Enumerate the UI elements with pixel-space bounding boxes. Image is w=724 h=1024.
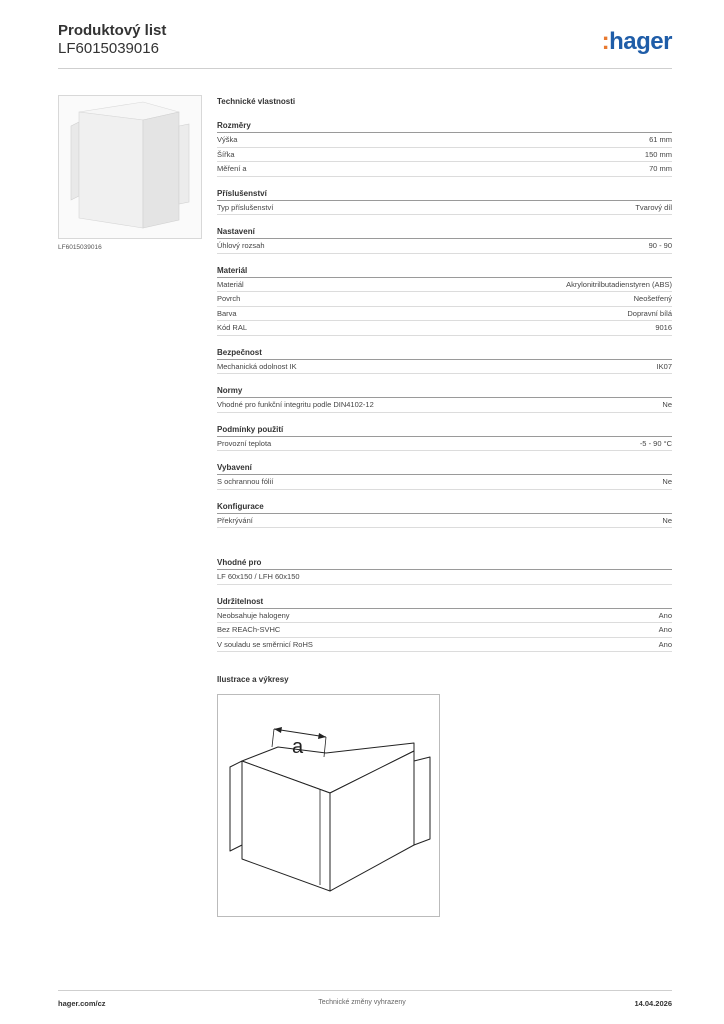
spec-row (217, 148, 672, 163)
spec-group-heading: Vybavení (217, 461, 672, 475)
spec-label: Typ příslušenství (217, 202, 274, 212)
spec-value: 90 - 90 (648, 241, 672, 250)
hager-logo[interactable] (602, 28, 672, 56)
spec-row (217, 609, 672, 624)
spec-group-vybaveni (217, 461, 672, 490)
spec-value: IK07 (656, 361, 672, 371)
spec-label: V souladu se směrnicí RoHS (217, 639, 313, 649)
spec-row (217, 162, 672, 177)
product-code: LF6015039016 (58, 40, 159, 57)
spec-label: LF 60x150 / LFH 60x150 (217, 572, 300, 581)
spec-group-udrzitelnost (217, 595, 672, 653)
technical-specifications (217, 95, 672, 662)
dimension-a-label: a (292, 736, 304, 758)
illustrations-title: Ilustrace a výkresy (217, 675, 289, 684)
spec-value: Dopravní bílá (627, 308, 672, 318)
document-title: Produktový list (58, 22, 167, 39)
spec-label: Úhlový rozsah (217, 241, 265, 250)
product-photo-graphic (59, 96, 201, 238)
header-divider (58, 68, 672, 69)
spec-row (217, 398, 672, 413)
spec-value: Akrylonitrilbutadienstyren (ABS) (566, 279, 672, 289)
logo-accent-mark: : (601, 28, 610, 55)
spec-row (217, 360, 672, 375)
page-header (58, 22, 672, 70)
product-image (58, 95, 202, 239)
spec-row (217, 475, 672, 490)
spec-row (217, 623, 672, 638)
spec-row (217, 570, 672, 585)
spec-group-vhodne-pro (217, 556, 672, 585)
spec-group-heading: Podmínky použití (217, 423, 672, 437)
product-image-caption: LF6015039016 (58, 244, 102, 251)
spec-group-rozmery (217, 119, 672, 177)
spec-row (217, 514, 672, 529)
spec-row (217, 201, 672, 216)
corner-drawing-graphic (218, 695, 439, 916)
spec-row (217, 278, 672, 293)
spec-group-konfigurace (217, 500, 672, 529)
section-spacer (217, 538, 672, 556)
spec-group-heading: Udržitelnost (217, 595, 672, 609)
spec-group-podminky-pouziti (217, 423, 672, 452)
spec-label: Materiál (217, 279, 244, 289)
spec-group-heading: Příslušenství (217, 187, 672, 201)
spec-group-bezpecnost (217, 346, 672, 375)
spec-label: Kód RAL (217, 323, 248, 332)
spec-row (217, 437, 672, 452)
spec-group-heading: Nastavení (217, 225, 672, 239)
spec-value: Ne (662, 515, 672, 525)
technical-drawing (217, 694, 440, 917)
footer-website-link[interactable]: hager.com/cz (58, 999, 106, 1008)
spec-group-nastaveni (217, 225, 672, 254)
logo-text: hager (609, 28, 672, 55)
footer-note: Technické změny vyhrazeny (318, 999, 406, 1006)
spec-label: Výška (217, 135, 238, 144)
spec-value: 150 mm (644, 149, 672, 159)
spec-row (217, 133, 672, 148)
spec-label: Mechanická odolnost IK (217, 361, 297, 371)
spec-group-heading: Normy (217, 384, 672, 398)
spec-group-heading: Materiál (217, 264, 672, 278)
spec-label: S ochrannou fólií (217, 477, 274, 486)
spec-label: Překrývání (217, 515, 253, 525)
spec-group-prislusenstvi (217, 187, 672, 216)
spec-value: Ano (658, 639, 672, 649)
spec-group-heading: Rozměry (217, 119, 672, 133)
spec-label: Šířka (217, 149, 235, 159)
spec-value: Ne (662, 400, 672, 409)
spec-row (217, 239, 672, 254)
spec-value: Neošetřený (633, 294, 672, 303)
spec-value: Ano (658, 625, 672, 634)
specs-title: Technické vlastnosti (217, 97, 296, 106)
spec-group-heading: Vhodné pro (217, 556, 672, 570)
spec-label: Barva (217, 308, 237, 318)
spec-label: Vhodné pro funkční integritu podle DIN4102-12 (217, 400, 374, 409)
spec-group-normy (217, 384, 672, 413)
spec-value: Ano (658, 610, 672, 620)
spec-label: Neobsahuje halogeny (217, 610, 290, 620)
spec-row (217, 292, 672, 307)
spec-row (217, 638, 672, 653)
spec-label: Bez REACh-SVHC (217, 625, 281, 634)
spec-value: -5 - 90 °C (639, 438, 672, 448)
spec-value: Ne (662, 477, 672, 486)
spec-label: Provozní teplota (217, 438, 272, 448)
spec-group-heading: Konfigurace (217, 500, 672, 514)
spec-row (217, 321, 672, 336)
footer-date: 14.04.2026 (634, 999, 672, 1008)
spec-label: Měření a (217, 164, 247, 173)
spec-value: 70 mm (649, 164, 672, 173)
footer-divider (58, 990, 672, 991)
spec-value: Tvarový díl (635, 202, 672, 212)
spec-group-material (217, 264, 672, 336)
spec-row (217, 307, 672, 322)
spec-value: 9016 (655, 323, 672, 332)
spec-label: Povrch (217, 294, 241, 303)
spec-group-heading: Bezpečnost (217, 346, 672, 360)
spec-value: 61 mm (649, 135, 672, 144)
